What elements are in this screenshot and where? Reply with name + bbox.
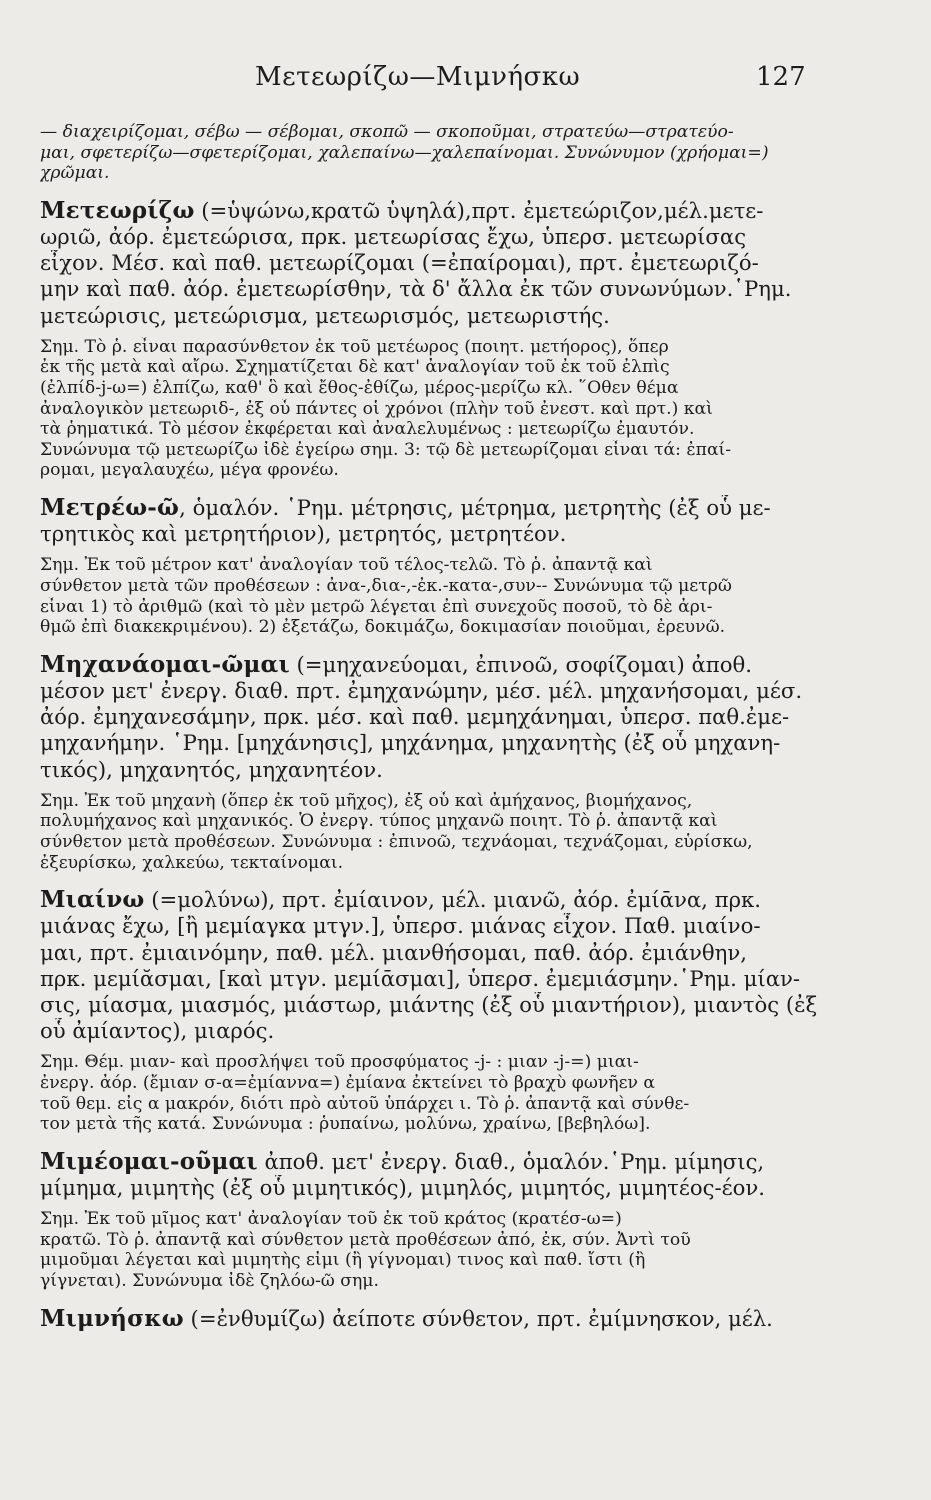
entry-text: (=ὑψώνω,κρατῶ ὑψηλά),πρτ. ἐμετεώριζον,μέλ.μετε- [194,197,764,223]
entry-headword: Μετρέω-ῶ [40,494,180,521]
running-title: Μετεωρίζω—Μιμνήσκω [255,62,581,92]
entry-line: σις, μίασμα, μιασμός, μιάστωρ, μιάντης (ἐξ οὗ μιαντήριον), μιαντὸς (ἐξ [40,991,818,1017]
note-line: τὰ ῥηματικά. Τὸ μέσον ἐκφέρεται καὶ ἀναλελυμένως : μετεωρίζω ἐμαυτόν. [40,419,695,440]
entry-headword: Μηχανάομαι-ῶμαι [40,651,290,678]
note-line: ἀναλογικὸν μετεωριδ-, ἐξ οὗ πάντες οἱ χρόνοι (πλὴν τοῦ ἐνεστ. καὶ πρτ.) καὶ [40,398,713,419]
entry-first-line [40,1306,908,1332]
note-line: Σημ. Τὸ ῥ. εἶναι παρασύνθετον ἐκ τοῦ μετέωρος (ποιητ. μετήορος), ὅπερ [40,336,669,357]
entry-headword: Μιμνήσκω [40,1305,184,1332]
entry-first-line [40,887,908,913]
note-line: Συνώνυμα τῷ μετεωρίζω ἰδὲ ἐγείρω σημ. 3: τῷ δὲ μετεωρίζομαι εἶναι τά: ἐπαί- [40,439,732,460]
entry-headword: Μετεωρίζω [40,197,195,224]
entry-meteorizo [40,198,908,481]
entry-headword: Μιμέομαι-οῦμαι [40,1148,258,1175]
entry-text: (=ἐνθυμίζω) ἀείποτε σύνθετον, πρτ. ἐμίμνησκον, μέλ. [183,1305,773,1331]
entry-line: μηχανήμην. ῾Ρημ. [μηχάνησις], μηχάνημα, μηχανητὴς (ἐξ οὗ μηχανη- [40,730,781,756]
entry-line: μέσον μετ' ἐνεργ. διαθ. πρτ. ἐμηχανώμην, μέσ. μέλ. μηχανήσομαι, μέσ. [40,677,803,703]
page-number: 127 [756,62,806,92]
entry-line: ἀόρ. ἐμηχανεσάμην, πρκ. μέσ. καὶ παθ. μεμηχάνημαι, ὑπερσ. παθ.ἐμε- [40,704,790,730]
entry-first-line [40,1149,908,1175]
entry-headword: Μιαίνω [40,887,145,914]
note-line: Σημ. Θέμ. μιαν- καὶ προσλήψει τοῦ προσφύματος -j- : μιαν -j-=) μιαι- [40,1052,639,1073]
note-line: ρομαι, μεγαλαυχέω, μέγα φρονέω. [40,460,339,481]
entry-line: εἶχον. Μέσ. καὶ παθ. μετεωρίζομαι (=ἐπαίρομαι), πρτ. ἐμετεωριζό- [40,250,759,276]
note-line: κρατῶ. Τὸ ῥ. ἀπαντᾷ καὶ σύνθετον μετὰ προθέσεων ἀπό, ἐκ, σύν. Ἀντὶ τοῦ [40,1229,691,1250]
entry-mechanaomai [40,652,908,873]
entry-first-line [40,198,908,224]
note-line: θμῶ ἐπὶ διακεκριμένου). 2) ἐξετάζω, δοκιμάζω, δοκιμασίαν ποιοῦμαι, ἐρευνῶ. [40,617,726,638]
continuation-line: — διαχειρίζομαι, σέβω — σέβομαι, σκοπῶ — σκοποῦμαι, στρατεύω—στρατεύο- [40,122,734,142]
continuation-line: χρῶμαι. [40,163,110,184]
entry-mimeomai [40,1149,908,1292]
entry-text: ἀποθ. μετ' ἐνεργ. διαθ., ὁμαλόν.῾Ρημ. μίμησις, [257,1148,765,1174]
page-body [40,122,908,1332]
note-line: τον μετὰ τῆς κατά. Συνώνυμα : ῥυπαίνω, μολύνω, χραίνω, [βεβηλόω]. [40,1114,651,1135]
note-line: σύνθετον μετὰ προθέσεων. Συνώνυμα : ἐπινοῶ, τεχνάομαι, τεχνάζομαι, εὑρίσκω, [40,831,753,852]
entry-text: (=μολύνω), πρτ. ἐμίαινον, μέλ. μιανῶ, ἀόρ. ἐμίᾱνα, πρκ. [144,887,762,913]
entry-line: μην καὶ παθ. ἀόρ. ἐμετεωρίσθην, τὰ δ' ἄλλα ἐκ τῶν συνωνύμων.῾Ρημ. [40,276,792,302]
entry-line: μετεώρισις, μετεώρισμα, μετεωρισμός, μετεωριστής. [40,302,610,328]
entry-metreo [40,495,908,638]
entry-line: μιάνας ἔχω, [ἢ μεμίαγκα μτγν.], ὑπερσ. μιάνας εἶχον. Παθ. μιαίνο- [40,913,761,939]
note-line: ἐκ τῆς μετὰ καὶ αἴρω. Σχηματίζεται δὲ κατ' ἀναλογίαν τοῦ ἐκ τοῦ ἐλπὶς [40,357,670,378]
note-line: γίγνεται). Συνώνυμα ἰδὲ ζηλόω-ῶ σημ. [40,1270,379,1291]
entry-miaino [40,887,908,1135]
continuation-line: μαι, σφετερίζω—σφετερίζομαι, χαλεπαίνω—χαλεπαίνομαι. Συνώνυμον (χρήομαι=) [40,142,769,163]
note-line: εἶναι 1) τὸ ἀριθμῶ (καὶ τὸ μὲν μετρῶ λέγεται ἐπὶ συνεχοῦς ποσοῦ, τὸ δὲ ἀρι- [40,596,713,617]
note-line: Σημ. Ἐκ τοῦ μῖμος κατ' ἀναλογίαν τοῦ ἐκ τοῦ κράτος (κρατέσ-ω=) [40,1209,622,1230]
entry-first-line [40,652,908,678]
entry-line: ωριῶ, ἀόρ. ἐμετεώρισα, πρκ. μετεωρίσας ἔχω, ὑπερσ. μετεωρίσας [40,223,747,249]
entry-line: τρητικὸς καὶ μετρητήριον), μετρητός, μετρητέον. [40,521,567,547]
entry-line: οὗ ἀμίαντος), μιαρός. [40,1018,275,1044]
entry-text: , ὁμαλόν. ῾Ρημ. μέτρησις, μέτρημα, μετρητὴς (ἐξ οὗ με- [179,494,771,520]
note-line: μιμοῦμαι λέγεται καὶ μιμητὴς εἰμι (ἢ γίγνομαι) τινος καὶ παθ. ἴστι (ἢ [40,1250,646,1271]
note-line: Σημ. Ἐκ τοῦ μέτρον κατ' ἀναλογίαν τοῦ τέλος-τελῶ. Τὸ ῥ. ἀπαντᾷ καὶ [40,555,653,576]
note-line: ἐξευρίσκω, χαλκεύω, τεκταίνομαι. [40,852,344,873]
entry-line: μαι, πρτ. ἐμιαινόμην, παθ. μέλ. μιανθήσομαι, παθ. ἀόρ. ἐμιάνθην, [40,939,747,965]
entry-text: (=μηχανεύομαι, ἐπινοῶ, σοφίζομαι) ἀποθ. [289,651,752,677]
note-line: σύνθετον μετὰ τῶν προθέσεων : ἀνα-,δια-,-ἐκ.-κατα-,συν-- Συνώνυμα τῷ μετρῶ [40,575,732,596]
entry-line: μίμημα, μιμητὴς (ἐξ οὗ μιμητικός), μιμηλός, μιμητός, μιμητέος-έον. [40,1174,766,1200]
note-line: Σημ. Ἐκ τοῦ μηχανὴ (ὅπερ ἐκ τοῦ μῆχος), ἐξ οὗ καὶ ἀμήχανος, βιομήχανος, [40,790,693,811]
page-header [0,62,931,102]
entry-line: πρκ. μεμίᾰσμαι, [καὶ μτγν. μεμίᾱσμαι], ὑπερσ. ἐμεμιάσμην.῾Ρημ. μίαν- [40,965,801,991]
note-line: τοῦ θεμ. εἰς α μακρόν, διότι πρὸ αὐτοῦ ὑπάρχει ι. Τὸ ῥ. ἀπαντᾷ καὶ σύνθε- [40,1093,690,1114]
note-line: πολυμήχανος καὶ μηχανικός. Ὁ ἐνεργ. τύπος μηχανῶ ποιητ. Τὸ ῥ. ἀπαντᾷ καὶ [40,811,718,832]
note-line: (ἐλπίδ-j-ω=) ἐλπίζω, καθ' ὃ καὶ ἔθος-ἐθίζω, μέρος-μερίζω κλ. ῞Οθεν θέμα [40,377,679,398]
note-line: ἐνεργ. ἀόρ. (ἔμιαν σ-α=ἐμίαννα=) ἐμίανα ἐκτείνει τὸ βραχὺ φωνῆεν α [40,1072,656,1093]
entry-line: τικός), μηχανητός, μηχανητέον. [40,756,383,782]
entry-first-line [40,495,908,521]
entry-mimnesko [40,1306,908,1332]
